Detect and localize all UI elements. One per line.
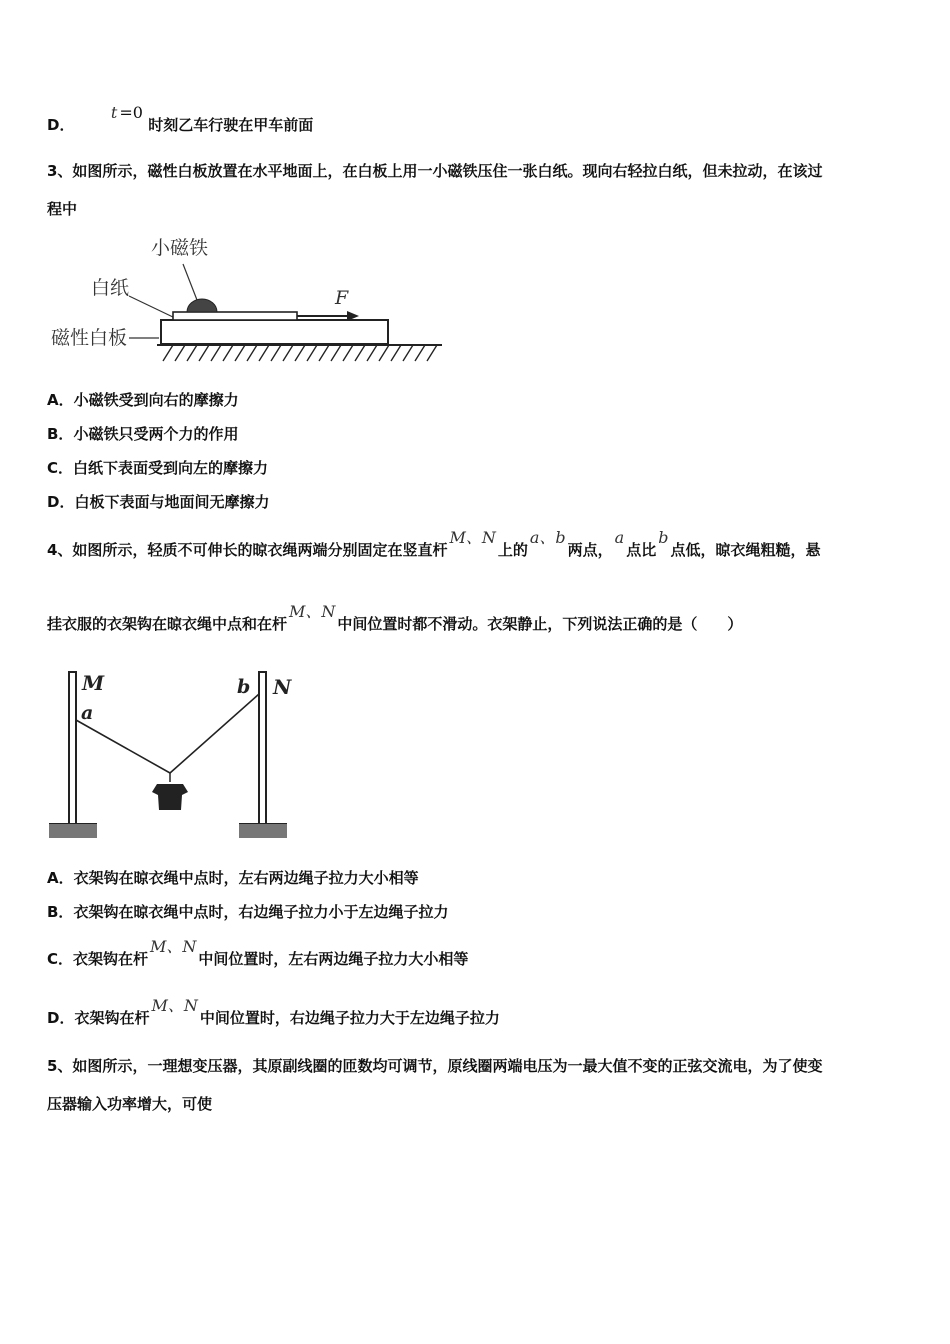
q4-stem-line2	[47, 602, 743, 634]
label-a: a	[81, 702, 94, 724]
option-label: C．	[47, 950, 74, 968]
stem-text: 点低，晾衣绳粗糙，悬	[670, 541, 821, 559]
option-text: 中间位置时，左右两边绳子拉力大小相等	[198, 950, 469, 968]
q5-stem-line1: 5、如图所示，一理想变压器，其原副线圈的匝数均可调节，原线圈两端电压为一最大值不变的正弦交流电，为了使变	[47, 1057, 823, 1075]
magnet-leader	[183, 264, 197, 300]
magnetic-board	[161, 320, 388, 344]
option-text: 小磁铁受到向右的摩擦力	[73, 391, 239, 409]
option-label: D．	[47, 1009, 75, 1027]
option-text: 衣架钩在杆	[73, 950, 149, 968]
option-text: 小磁铁只受两个力的作用	[73, 425, 239, 443]
option-text: 衣架钩在晾衣绳中点时，左右两边绳子拉力大小相等	[73, 869, 419, 887]
small-magnet	[187, 299, 217, 312]
clothesline	[76, 694, 259, 773]
white-paper	[173, 312, 297, 320]
math-mn: M、N	[150, 937, 197, 956]
q5-stem-line2: 压器输入功率增大，可使	[47, 1095, 213, 1113]
option-label: A．	[47, 391, 74, 409]
option-text: 中间位置时，右边绳子拉力大于左边绳子拉力	[199, 1009, 500, 1027]
prev-option-d	[47, 103, 314, 135]
q4-option-b	[47, 902, 448, 922]
stem-text: 4、如图所示，轻质不可伸长的晾衣绳两端分别固定在竖直杆	[47, 541, 448, 559]
math-a: a	[614, 528, 625, 547]
ground-hatch	[163, 345, 437, 361]
q3-stem-line1: 3、如图所示，磁性白板放置在水平地面上，在白板上用一小磁铁压住一张白纸。现向右轻拉白纸，但未拉动，在该过	[47, 162, 823, 180]
q4-option-a	[47, 868, 419, 888]
option-text: 衣架钩在晾衣绳中点时，右边绳子拉力小于左边绳子拉力	[73, 903, 449, 921]
math-mn: M、N	[151, 996, 198, 1015]
stem-text: 点比	[626, 541, 657, 559]
q4-stem-line1	[47, 528, 821, 560]
q3-option-a	[47, 390, 239, 410]
q3-figure	[47, 228, 447, 378]
magnet-label: 小磁铁	[151, 237, 209, 259]
q3-option-c	[47, 458, 268, 478]
option-text: 白纸下表面受到向左的摩擦力	[73, 459, 269, 477]
math-b: b	[658, 528, 669, 547]
stem-text: 中间位置时都不滑动。衣架静止，下列说法正确的是（ ）	[337, 615, 743, 633]
math-ab: a、b	[529, 528, 566, 547]
stem-text: 上的	[497, 541, 528, 559]
option-label: B．	[47, 425, 74, 443]
q4-option-c	[47, 937, 469, 969]
pole-m	[69, 672, 76, 824]
q4-figure	[47, 664, 297, 846]
label-m: M	[82, 671, 105, 695]
paper-leader	[129, 296, 175, 318]
force-label: F	[335, 287, 349, 309]
math-eq: =0	[119, 103, 143, 122]
base-left	[49, 824, 97, 838]
option-text: 白板下表面与地面间无摩擦力	[74, 493, 270, 511]
board-label: 磁性白板	[51, 327, 128, 349]
stem-text: 两点，	[567, 541, 613, 559]
option-text: 衣架钩在杆	[74, 1009, 150, 1027]
shirt-icon	[152, 784, 188, 810]
math-mn: M、N	[449, 528, 496, 547]
option-text: 时刻乙车行驶在甲车前面	[148, 116, 314, 134]
label-n: N	[273, 675, 292, 699]
q3-option-d	[47, 492, 269, 512]
math-t: t	[110, 103, 118, 122]
q3-option-b	[47, 424, 238, 444]
q3-stem-line2: 程中	[47, 200, 78, 218]
option-label: D．	[47, 116, 75, 134]
option-label: B．	[47, 903, 74, 921]
base-right	[239, 824, 287, 838]
q4-option-d	[47, 996, 500, 1028]
option-label: A．	[47, 869, 74, 887]
option-label: C．	[47, 459, 74, 477]
option-label: D．	[47, 493, 75, 511]
stem-text: 挂衣服的衣架钩在晾衣绳中点和在杆	[47, 615, 288, 633]
paper-label: 白纸	[91, 277, 130, 299]
math-mn: M、N	[289, 602, 336, 621]
label-b: b	[237, 676, 251, 698]
pole-n	[259, 672, 266, 824]
